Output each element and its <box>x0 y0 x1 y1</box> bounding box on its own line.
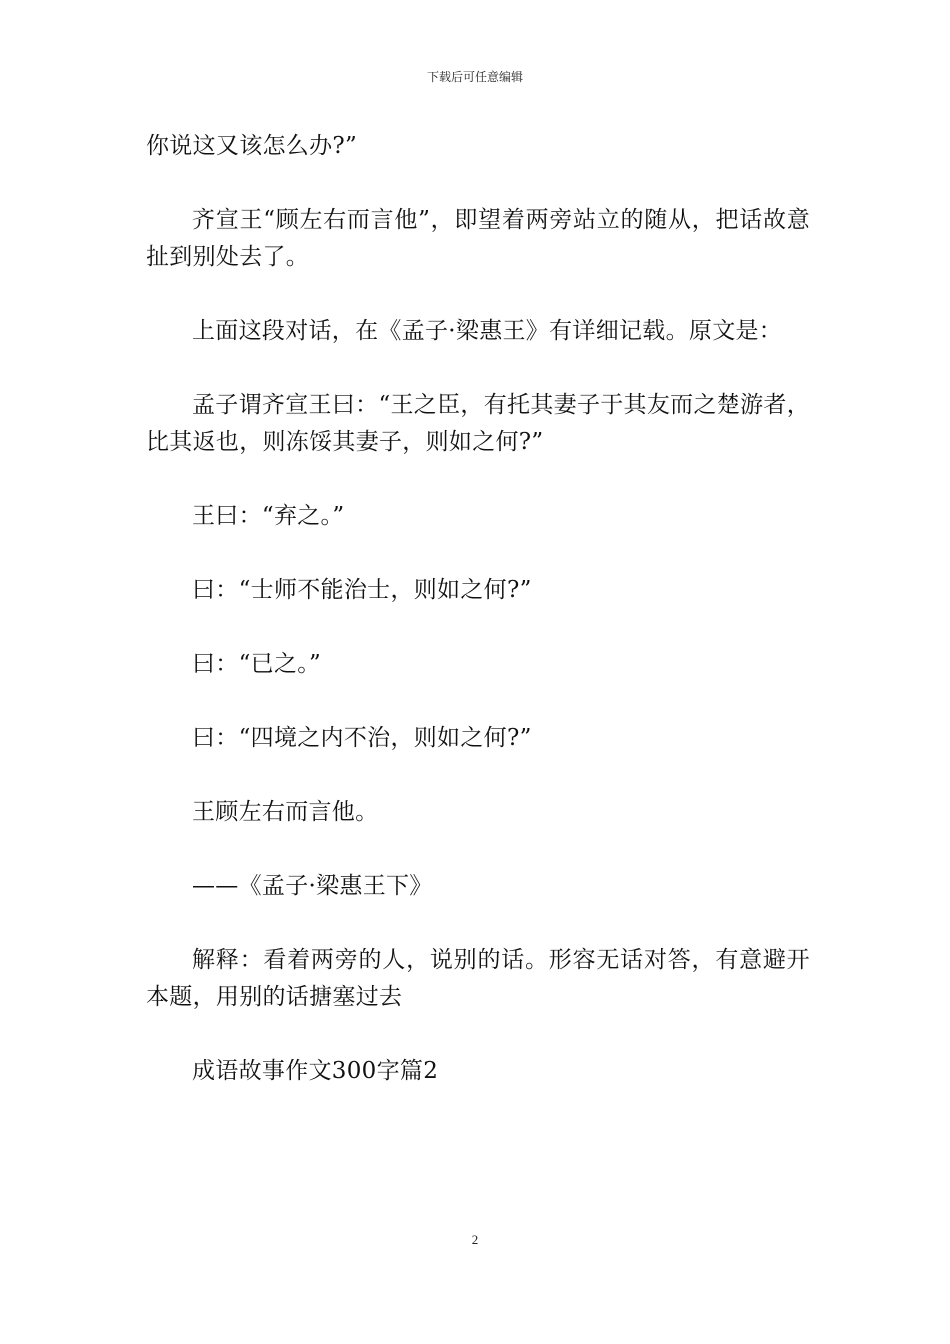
paragraph: 上面这段对话，在《孟子·梁惠王》有详细记载。原文是： <box>192 318 783 344</box>
paragraph: 王曰：“弃之。” <box>192 503 345 529</box>
page-header: 下载后可任意编辑 <box>426 70 523 84</box>
page-number: 2 <box>471 1232 479 1247</box>
paragraph: 孟子谓齐宣王曰：“王之臣，有托其妻子于其友而之楚游者，比其返也，则冻馁其妻子，则如之何?” <box>146 392 810 455</box>
paragraph: ——《孟子·梁惠王下》 <box>192 873 433 899</box>
paragraph: 王顾左右而言他。 <box>192 799 379 825</box>
paragraph: 曰：“士师不能治士，则如之何?” <box>192 577 532 603</box>
paragraph: 解释：看着两旁的人，说别的话。形容无话对答，有意避开本题，用别的话搪塞过去 <box>146 947 810 1010</box>
paragraph: 曰：“四境之内不治，则如之何?” <box>192 725 532 751</box>
paragraph: 齐宣王“顾左右而言他”，即望着两旁站立的随从，把话故意扯到别处去了。 <box>146 207 810 270</box>
paragraph: 成语故事作文300字篇2 <box>192 1058 439 1084</box>
document-body <box>146 128 810 1090</box>
paragraph: 曰：“已之。” <box>192 651 322 677</box>
paragraph: 你说这又该怎么办?” <box>146 133 358 159</box>
